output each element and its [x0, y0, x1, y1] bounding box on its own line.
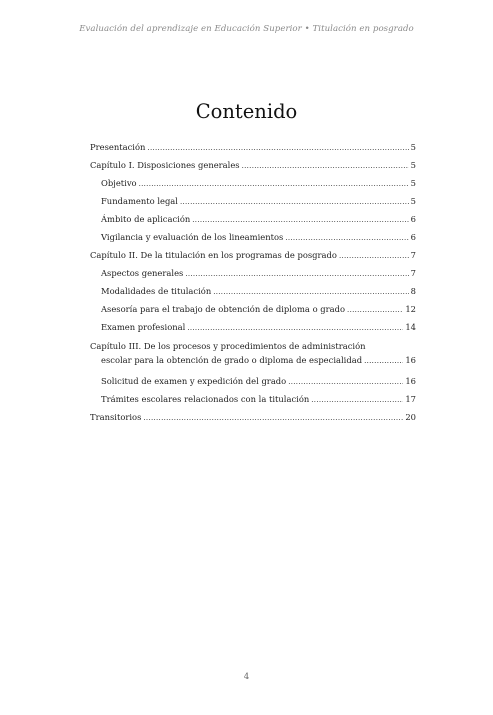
toc-label: Asesoría para el trabajo de obtención de diploma o grado	[101, 304, 346, 314]
toc-label: Ámbito de aplicación	[101, 214, 191, 224]
toc-entry-capitulo-2[interactable]	[90, 246, 416, 264]
toc-label-continued: escolar para la obtención de grado o diploma de especialidad	[101, 355, 363, 365]
toc-entry-solicitud-examen[interactable]	[90, 372, 416, 390]
toc-page-number: 7	[410, 268, 416, 278]
toc-leader-dots	[285, 228, 408, 247]
toc-page-number: 20	[405, 412, 416, 422]
toc-entry-ambito-aplicacion[interactable]	[90, 210, 416, 228]
toc-leader-dots	[187, 318, 403, 337]
toc-entry-capitulo-1[interactable]	[90, 156, 416, 174]
toc-entry-aspectos-generales[interactable]	[90, 264, 416, 282]
toc-page-number: 12	[405, 304, 416, 314]
toc-page-number: 5	[410, 196, 416, 206]
toc-page-number: 14	[405, 322, 416, 332]
toc-leader-dots	[147, 138, 408, 157]
table-of-contents	[90, 138, 416, 426]
toc-page-number: 5	[410, 160, 416, 170]
toc-page-number: 17	[405, 394, 416, 404]
toc-label: Vigilancia y evaluación de los lineamientos	[101, 232, 284, 242]
toc-entry-fundamento-legal[interactable]	[90, 192, 416, 210]
toc-leader-dots	[192, 210, 408, 229]
toc-page-number: 16	[405, 376, 416, 386]
toc-entry-objetivo[interactable]	[90, 174, 416, 192]
toc-entry-capitulo-3[interactable]	[90, 339, 416, 372]
toc-label: Fundamento legal	[101, 196, 178, 206]
toc-page-number: 16	[405, 355, 416, 365]
toc-label: Trámites escolares relacionados con la titulación	[101, 394, 310, 404]
toc-entry-examen-profesional[interactable]	[90, 318, 416, 336]
toc-label: Transitorios	[90, 412, 142, 422]
toc-label: Capítulo I. Disposiciones generales	[90, 160, 240, 170]
toc-leader-dots	[143, 408, 403, 427]
toc-label: Capítulo II. De la titulación en los programas de posgrado	[90, 250, 337, 260]
page-title: Contenido	[195, 100, 298, 123]
toc-label: Capítulo III. De los procesos y procedimientos de administración	[90, 341, 366, 351]
toc-label: Objetivo	[101, 178, 137, 188]
toc-leader-dots	[311, 390, 403, 409]
toc-entry-tramites-escolares[interactable]	[90, 390, 416, 408]
toc-label: Modalidades de titulación	[101, 286, 212, 296]
toc-page-number: 6	[410, 214, 416, 224]
toc-label: Solicitud de examen y expedición del grado	[101, 376, 287, 386]
toc-leader-dots	[347, 300, 403, 319]
toc-leader-dots	[288, 372, 403, 391]
toc-label: Aspectos generales	[101, 268, 184, 278]
toc-entry-modalidades-titulacion[interactable]	[90, 282, 416, 300]
toc-page-number: 8	[410, 286, 416, 296]
toc-page-number: 5	[410, 178, 416, 188]
toc-leader-dots	[339, 246, 409, 265]
toc-page-number: 5	[410, 142, 416, 152]
toc-entry-presentacion[interactable]	[90, 138, 416, 156]
toc-leader-dots	[180, 192, 409, 211]
toc-leader-dots	[185, 264, 408, 283]
toc-entry-vigilancia-evaluacion[interactable]	[90, 228, 416, 246]
toc-entry-asesoria[interactable]	[90, 300, 416, 318]
running-header: Evaluación del aprendizaje en Educación Superior • Titulación en posgrado	[79, 24, 414, 34]
toc-leader-dots	[213, 282, 408, 301]
toc-page-number: 6	[410, 232, 416, 242]
toc-label: Examen profesional	[101, 322, 186, 332]
toc-page-number: 7	[410, 250, 416, 260]
toc-leader-dots	[242, 156, 409, 175]
toc-label: Presentación	[90, 142, 146, 152]
page-number: 4	[243, 672, 250, 682]
toc-entry-transitorios[interactable]	[90, 408, 416, 426]
toc-leader-dots	[364, 353, 403, 368]
toc-leader-dots	[139, 174, 409, 193]
